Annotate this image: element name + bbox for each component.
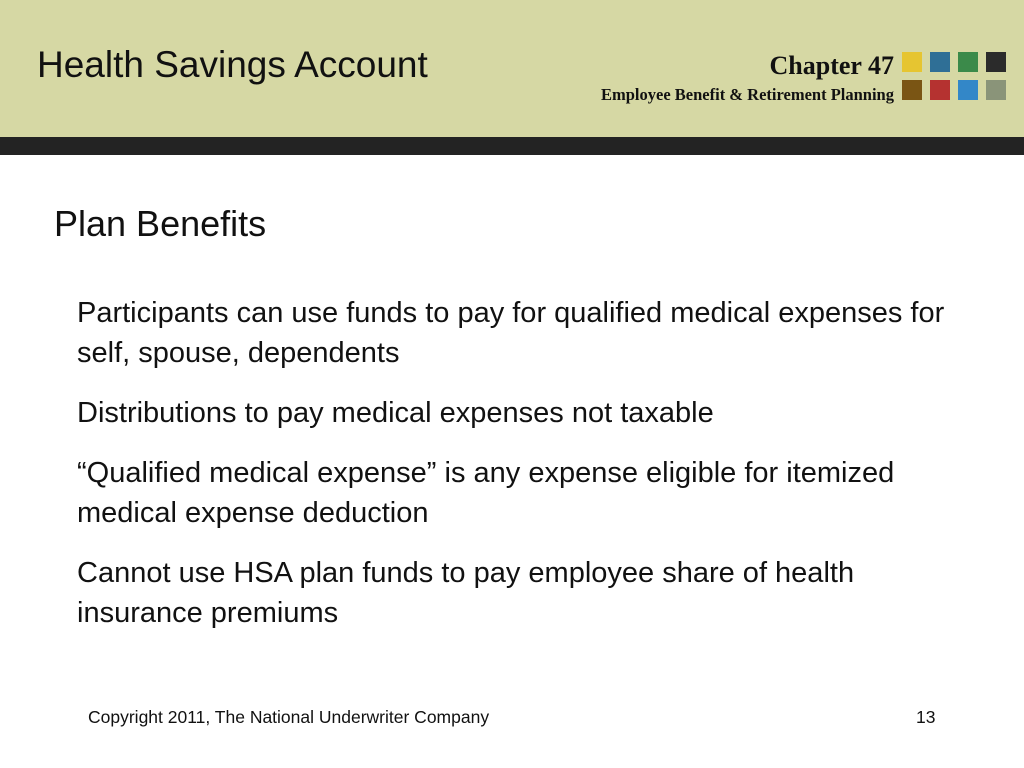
bullet-item: Participants can use funds to pay for qualified medical expenses for self, spouse, dependents [77, 297, 945, 369]
logo-square [958, 52, 978, 72]
slide-heading: Plan Benefits [54, 203, 267, 244]
bullet-item: Cannot use HSA plan funds to pay employee share of health insurance premiums [77, 557, 855, 629]
color-squares-logo-icon [902, 52, 1006, 102]
page-number: 13 [916, 707, 936, 727]
book-title: Employee Benefit & Retirement Planning [601, 85, 894, 104]
header-divider-bar [0, 137, 1024, 155]
footer-copyright: Copyright 2011, The National Underwriter Company [88, 707, 490, 727]
logo-square [958, 80, 978, 100]
logo-square [930, 52, 950, 72]
bullet-item: Distributions to pay medical expenses not taxable [77, 397, 714, 429]
logo-square [930, 80, 950, 100]
logo-square [986, 52, 1006, 72]
logo-square [902, 80, 922, 100]
deck-title: Health Savings Account [37, 44, 428, 85]
logo-square [902, 52, 922, 72]
chapter-label: Chapter 47 [769, 51, 894, 80]
bullet-list [77, 293, 947, 653]
logo-square [986, 80, 1006, 100]
bullet-item: “Qualified medical expense” is any expense eligible for itemized medical expense deduction [77, 457, 895, 529]
